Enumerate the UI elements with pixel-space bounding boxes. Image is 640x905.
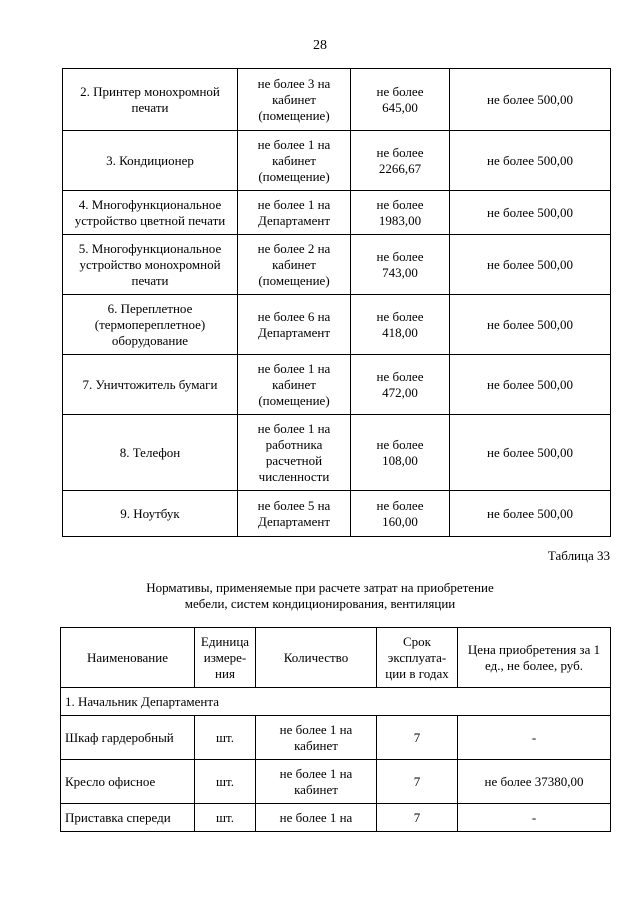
cell-line: 645,00 bbox=[382, 99, 418, 115]
cell-line: не более 1 на bbox=[279, 809, 353, 825]
quantity-cell bbox=[256, 716, 377, 760]
cell-line: кабинет bbox=[272, 376, 316, 392]
table-row bbox=[63, 415, 611, 491]
cell-line: печати bbox=[131, 99, 169, 115]
item-name-cell bbox=[63, 415, 238, 491]
cell-line: не более 1 на bbox=[279, 721, 353, 737]
table-row bbox=[63, 235, 611, 295]
quantity-cell bbox=[256, 804, 377, 832]
column-header bbox=[458, 628, 611, 688]
table-title-line: мебели, систем кондиционирования, вентиляции bbox=[184, 596, 456, 611]
cell-line: Департамент bbox=[257, 324, 331, 340]
column-header bbox=[61, 628, 195, 688]
cell-line: не более bbox=[376, 248, 424, 264]
term-cell: 7 bbox=[377, 804, 458, 832]
table-title-line: Нормативы, применяемые при расчете затрат на приобретение bbox=[146, 580, 494, 595]
price-cell bbox=[351, 131, 450, 191]
equipment-table bbox=[62, 68, 611, 537]
cell-line: ции в годах bbox=[385, 665, 449, 681]
cell-line: не более 1 на bbox=[257, 360, 331, 376]
cell-line: оборудование bbox=[111, 332, 189, 348]
cell-line: не более 1 на bbox=[257, 196, 331, 212]
cell-line: Наименование bbox=[87, 649, 168, 665]
price-cell bbox=[351, 235, 450, 295]
item-name-cell bbox=[63, 491, 238, 537]
item-name-cell: Кресло офисное bbox=[61, 760, 195, 804]
table-row bbox=[63, 295, 611, 355]
table-row bbox=[63, 69, 611, 131]
table-row bbox=[63, 131, 611, 191]
quantity-cell bbox=[238, 131, 351, 191]
cell-line: 743,00 bbox=[382, 264, 418, 280]
cost-cell: не более 500,00 bbox=[450, 491, 611, 537]
cost-cell: не более 500,00 bbox=[450, 415, 611, 491]
price-cell bbox=[351, 69, 450, 131]
cell-line: не более bbox=[376, 144, 424, 160]
cell-line: эксплуата- bbox=[387, 649, 447, 665]
table-title bbox=[0, 580, 640, 612]
cost-cell: не более 500,00 bbox=[450, 191, 611, 235]
cell-line: 6. Переплетное bbox=[107, 300, 193, 316]
cell-line: (помещение) bbox=[258, 168, 330, 184]
price-cell: не более 37380,00 bbox=[458, 760, 611, 804]
cell-line: 4. Многофункциональное bbox=[78, 196, 222, 212]
cell-line: кабинет bbox=[272, 256, 316, 272]
cell-line: измере- bbox=[203, 649, 247, 665]
cost-cell: не более 500,00 bbox=[450, 295, 611, 355]
cell-line: 8. Телефон bbox=[119, 444, 181, 460]
cell-line: устройство монохромной bbox=[79, 256, 221, 272]
cell-line: не более 3 на bbox=[257, 75, 331, 91]
cost-cell: не более 500,00 bbox=[450, 69, 611, 131]
table-row bbox=[63, 491, 611, 537]
column-header bbox=[195, 628, 256, 688]
item-name-cell bbox=[63, 235, 238, 295]
cell-line: устройство цветной печати bbox=[74, 212, 226, 228]
cell-line: не более bbox=[376, 368, 424, 384]
cell-line: Департамент bbox=[257, 513, 331, 529]
term-cell: 7 bbox=[377, 760, 458, 804]
cell-line: расчетной bbox=[265, 452, 323, 468]
item-name-cell bbox=[63, 131, 238, 191]
cell-line: численности bbox=[258, 468, 330, 484]
quantity-cell bbox=[238, 415, 351, 491]
cell-line: не более bbox=[376, 196, 424, 212]
item-name-cell: Шкаф гардеробный bbox=[61, 716, 195, 760]
cell-line: не более bbox=[376, 308, 424, 324]
cell-line: не более 1 на bbox=[257, 420, 331, 436]
cost-cell: не более 500,00 bbox=[450, 235, 611, 295]
cell-line: не более 6 на bbox=[257, 308, 331, 324]
cell-line: кабинет bbox=[272, 152, 316, 168]
unit-cell: шт. bbox=[195, 760, 256, 804]
cost-cell: не более 500,00 bbox=[450, 355, 611, 415]
price-cell bbox=[351, 191, 450, 235]
cell-line: (термопереплетное) bbox=[94, 316, 206, 332]
price-cell bbox=[351, 491, 450, 537]
cell-line: 1983,00 bbox=[378, 212, 422, 228]
cell-line: 7. Уничтожитель бумаги bbox=[82, 376, 218, 392]
item-name-cell bbox=[63, 355, 238, 415]
item-name-cell: Приставка спереди bbox=[61, 804, 195, 832]
cell-line: Единица bbox=[200, 633, 250, 649]
header-row bbox=[61, 628, 611, 688]
cell-line: не более 2 на bbox=[257, 240, 331, 256]
cell-line: Количество bbox=[283, 649, 349, 665]
cell-line: 5. Многофункциональное bbox=[78, 240, 222, 256]
quantity-cell bbox=[238, 491, 351, 537]
quantity-cell bbox=[238, 191, 351, 235]
price-cell bbox=[351, 355, 450, 415]
cell-line: не более 5 на bbox=[257, 497, 331, 513]
cell-line: не более 1 на bbox=[279, 765, 353, 781]
table-row bbox=[61, 760, 611, 804]
cost-cell: не более 500,00 bbox=[450, 131, 611, 191]
cell-line: 2266,67 bbox=[378, 160, 422, 176]
price-cell bbox=[351, 295, 450, 355]
quantity-cell bbox=[238, 355, 351, 415]
quantity-cell bbox=[256, 760, 377, 804]
cell-line: (помещение) bbox=[258, 107, 330, 123]
cell-line: (помещение) bbox=[258, 392, 330, 408]
cell-line: не более 1 на bbox=[257, 136, 331, 152]
cell-line: (помещение) bbox=[258, 272, 330, 288]
term-cell: 7 bbox=[377, 716, 458, 760]
item-name-cell bbox=[63, 69, 238, 131]
column-header bbox=[256, 628, 377, 688]
price-cell: - bbox=[458, 716, 611, 760]
price-cell bbox=[351, 415, 450, 491]
cell-line: 418,00 bbox=[382, 324, 418, 340]
quantity-cell bbox=[238, 69, 351, 131]
cell-line: 3. Кондиционер bbox=[106, 152, 194, 168]
cell-line: не более bbox=[376, 497, 424, 513]
table-row bbox=[63, 355, 611, 415]
cell-line: кабинет bbox=[272, 91, 316, 107]
cell-line: не более bbox=[376, 83, 424, 99]
cell-line: не более bbox=[376, 436, 424, 452]
cell-line: 108,00 bbox=[382, 452, 418, 468]
table-row bbox=[61, 716, 611, 760]
item-name-cell bbox=[63, 295, 238, 355]
column-header bbox=[377, 628, 458, 688]
cell-line: Департамент bbox=[257, 212, 331, 228]
cell-line: ед., не более, руб. bbox=[485, 657, 583, 673]
cell-line: ния bbox=[215, 665, 235, 681]
page-number: 28 bbox=[313, 38, 327, 53]
cell-line: 9. Ноутбук bbox=[120, 505, 180, 521]
quantity-cell bbox=[238, 235, 351, 295]
price-cell: - bbox=[458, 804, 611, 832]
cell-line: Срок bbox=[403, 633, 431, 649]
table-row bbox=[63, 191, 611, 235]
cell-line: работника bbox=[265, 436, 323, 452]
unit-cell: шт. bbox=[195, 716, 256, 760]
item-name-cell bbox=[63, 191, 238, 235]
cell-line: 472,00 bbox=[382, 384, 418, 400]
cell-line: кабинет bbox=[294, 737, 338, 753]
unit-cell: шт. bbox=[195, 804, 256, 832]
table-caption: Таблица 33 bbox=[547, 548, 610, 563]
furniture-table bbox=[60, 627, 611, 832]
cell-line: печати bbox=[131, 272, 169, 288]
section-row bbox=[61, 688, 611, 716]
cell-line: 160,00 bbox=[382, 513, 418, 529]
cell-line: 2. Принтер монохромной bbox=[80, 83, 220, 99]
cell-line: Цена приобретения за 1 bbox=[467, 641, 601, 657]
section-title: 1. Начальник Департамента bbox=[61, 688, 611, 716]
cell-line: кабинет bbox=[294, 781, 338, 797]
table-row bbox=[61, 804, 611, 832]
quantity-cell bbox=[238, 295, 351, 355]
